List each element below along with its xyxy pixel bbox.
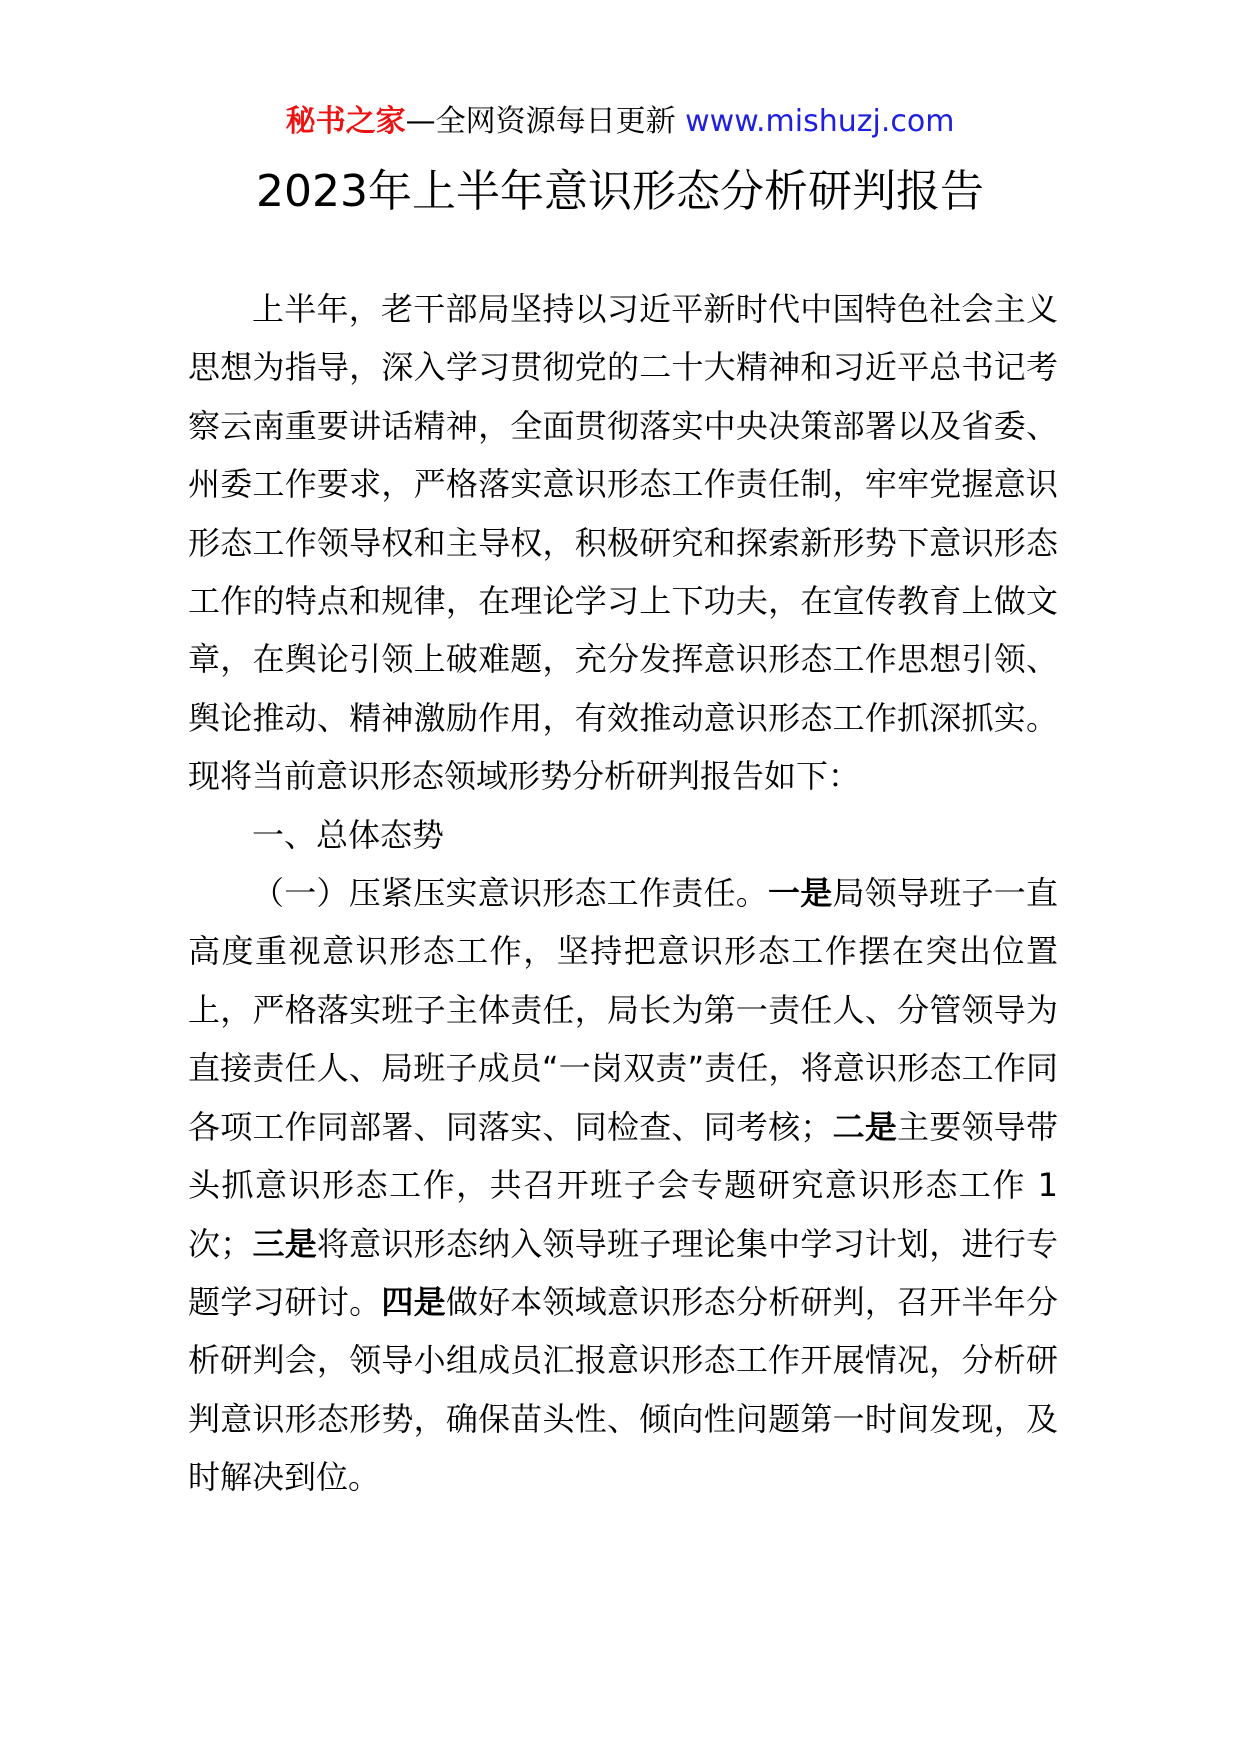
site-name: 秘书之家 (285, 104, 406, 139)
point-4-label: 四是 (381, 1282, 446, 1321)
section-heading: 一、总体态势 (252, 815, 445, 854)
point-4-text: 做好本领域意识形态分析研判，召开半年分析研判会，领导小组成员汇报意识形态工作开展情况，分析研判意识形态形势，确保苗头性、倾向性问题第一时间发现，及时解决到位。 (188, 1282, 1058, 1497)
subsection-paragraph (188, 864, 1058, 1506)
site-url-link[interactable]: www.mishuzj.com (685, 104, 955, 139)
document-title: 2023年上半年意识形态分析研判报告 (256, 166, 984, 217)
document-body (188, 280, 1058, 1507)
intro-paragraph: 上半年，老干部局坚持以习近平新时代中国特色社会主义思想为指导，深入学习贯彻党的二十大精神和习近平总书记考察云南重要讲话精神，全面贯彻落实中央决策部署以及省委、州委工作要求，严格落实意识形态工作责任制，牢牢党握意识形态工作领导权和主导权，积极研究和探索新形势下意识形态工作的特点和规律，在理论学习上下功夫，在宣传教育上做文章，在舆论引领上破难题，充分发挥意识形态工作思想引领、舆论推动、精神激励作用，有效推动意识形态工作抓深抓实。现将当前意识形态领域形势分析研判报告如下： (188, 290, 1058, 796)
point-1-label: 一是 (767, 874, 833, 913)
subsection-heading: （一）压紧压实意识形态工作责任。 (252, 874, 768, 913)
watermark-header (0, 100, 1240, 144)
point-3-text: 将意识形态纳入领导班子理论集中学习计划，进行专题学习研讨。 (188, 1224, 1058, 1321)
point-1-text: 局领导班子一直高度重视意识形态工作，坚持把意识形态工作摆在突出位置上，严格落实班子主体责任，局长为第一责任人、分管领导为直接责任人、局班子成员“一岗双责”责任，将意识形态工作同各项工作同部署、同落实、同检查、同考核； (188, 874, 1058, 1146)
header-tagline: —全网资源每日更新 (405, 104, 686, 139)
point-2-text: 主要领导带头抓意识形态工作，共召开班子会专题研究意识形态工作 1 次； (188, 1107, 1058, 1263)
point-3-label: 三是 (252, 1224, 317, 1263)
point-2-label: 二是 (832, 1107, 898, 1146)
